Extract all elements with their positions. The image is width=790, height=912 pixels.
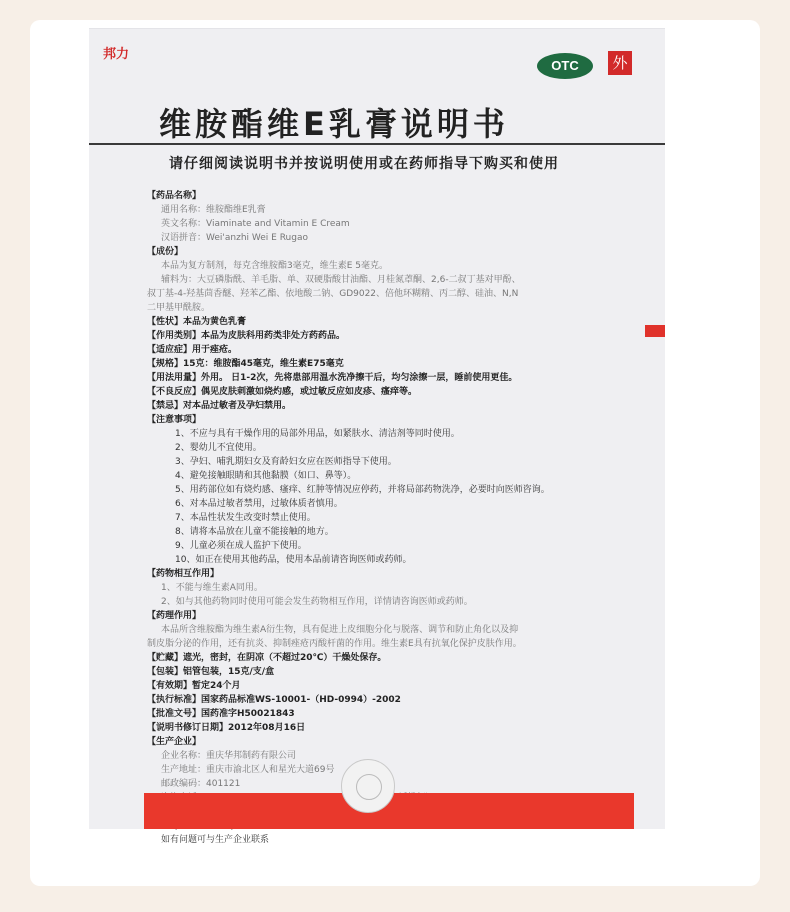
text-line: 制皮脂分泌的作用，还有抗炎、抑制痤疮丙酸杆菌的作用。维生素E具有抗氧化保护皮肤作用。 <box>147 639 522 649</box>
text-line: 汉语拼音：Wei'anzhi Wei E Rugao <box>161 233 308 243</box>
section-line: 【规格】15克：维胺酯45毫克，维生素E75毫克 <box>147 359 344 369</box>
text-line: 通用名称：维胺酯维E乳膏 <box>161 205 266 215</box>
document-title: 维胺酯维E乳膏说明书 <box>159 105 509 143</box>
text-line: 9、儿童必须在成人监护下使用。 <box>175 541 307 551</box>
section-line: 【适应症】用于痤疮。 <box>147 345 238 355</box>
text-line: 本品所含维胺酯为维生素A衍生物，具有促进上皮细胞分化与脱落、调节和防止角化以及抑 <box>161 625 519 635</box>
section-line: 【说明书修订日期】2012年08月16日 <box>147 723 306 733</box>
section-line: 【作用类别】本品为皮肤科用药类非处方药药品。 <box>147 331 346 341</box>
section-line: 【禁忌】对本品过敏者及孕妇禁用。 <box>147 401 292 411</box>
section-line: 【生产企业】 <box>147 737 202 747</box>
text-line: 生产地址：重庆市渝北区人和星光大道69号 <box>161 765 335 775</box>
usage-notice: 请仔细阅读说明书并按说明使用或在药师指导下购买和使用 <box>169 156 559 172</box>
text-line: 邮政编码：401121 <box>161 779 241 789</box>
text-line: 6、对本品过敏者禁用，过敏体质者慎用。 <box>175 499 343 509</box>
text-line: 8、请将本品放在儿童不能接触的地方。 <box>175 527 334 537</box>
section-line: 【贮藏】遮光，密封，在阴凉（不超过20℃）干燥处保存。 <box>147 653 387 663</box>
external-use-badge: 外 <box>608 51 632 75</box>
section-line: 【批准文号】国药准字H50021843 <box>147 709 295 719</box>
text-line: 本品为复方制剂，每克含维胺酯3毫克，维生素E 5毫克。 <box>161 261 389 271</box>
text-line: 如有问题可与生产企业联系 <box>161 835 270 845</box>
text-line: 10、如正在使用其他药品，使用本品前请咨询医师或药师。 <box>175 555 412 565</box>
title-divider <box>89 143 665 145</box>
section-line: 【药理作用】 <box>147 611 202 621</box>
text-line: 英文名称：Viaminate and Vitamin E Cream <box>161 219 350 229</box>
text-line: 二甲基甲酰胺。 <box>147 303 211 313</box>
text-line: 7、本品性状发生改变时禁止使用。 <box>175 513 316 523</box>
section-line: 【用法用量】外用。 日1-2次，先将患部用温水洗净擦干后，均匀涂擦一层，睡前使用更佳。 <box>147 373 518 383</box>
text-line: 5、用药部位如有烧灼感、瘙痒、红肿等情况应停药，并将局部药物洗净，必要时向医师咨询。 <box>175 485 550 495</box>
text-line: 企业名称：重庆华邦制药有限公司 <box>161 751 297 761</box>
section-line: 【不良反应】偶见皮肤刺激如烧灼感，或过敏反应如皮疹、瘙痒等。 <box>147 387 418 397</box>
leaflet-image <box>89 28 665 845</box>
text-line: 叔丁基-4-羟基茴香醚、羟苯乙酯、依地酸二钠、GD9022、倍他环糊精、丙二醇、硅油、N,N <box>147 289 519 299</box>
text-line: 1、不能与维生素A同用。 <box>161 583 263 593</box>
text-line: 4、避免接触眼睛和其他黏膜（如口、鼻等）。 <box>175 471 357 481</box>
otc-badge: OTC <box>537 53 593 79</box>
text-line: 2、婴幼儿不宜使用。 <box>175 443 262 453</box>
text-line: 2、如与其他药物同时使用可能会发生药物相互作用，详情请咨询医师或药师。 <box>161 597 473 607</box>
section-line: 【药品名称】 <box>147 191 202 201</box>
section-line: 【执行标准】国家药品标准WS-10001-（HD-0994）-2002 <box>147 695 401 705</box>
leaflet-body <box>147 189 652 847</box>
text-line: 3、孕妇、哺乳期妇女及育龄妇女应在医师指导下使用。 <box>175 457 397 467</box>
section-line: 【注意事项】 <box>147 415 202 425</box>
text-line: 辅料为：大豆磷脂酰、羊毛脂、单、双硬脂酸甘油酯、月桂氮䓬酮、2,6-二叔丁基对甲酚、 <box>161 275 521 285</box>
section-line: 【有效期】暂定24个月 <box>147 681 241 691</box>
section-line: 【性状】本品为黄色乳膏 <box>147 317 247 327</box>
seal-emblem <box>341 759 395 813</box>
section-line: 【成份】 <box>147 247 184 257</box>
section-line: 【药物相互作用】 <box>147 569 220 579</box>
brand-logo: 邦力 <box>103 47 130 62</box>
text-line: 1、不应与具有干燥作用的局部外用品，如紧肤水、清洁剂等同时使用。 <box>175 429 460 439</box>
section-line: 【包装】铝管包装，15克/支/盒 <box>147 667 275 677</box>
